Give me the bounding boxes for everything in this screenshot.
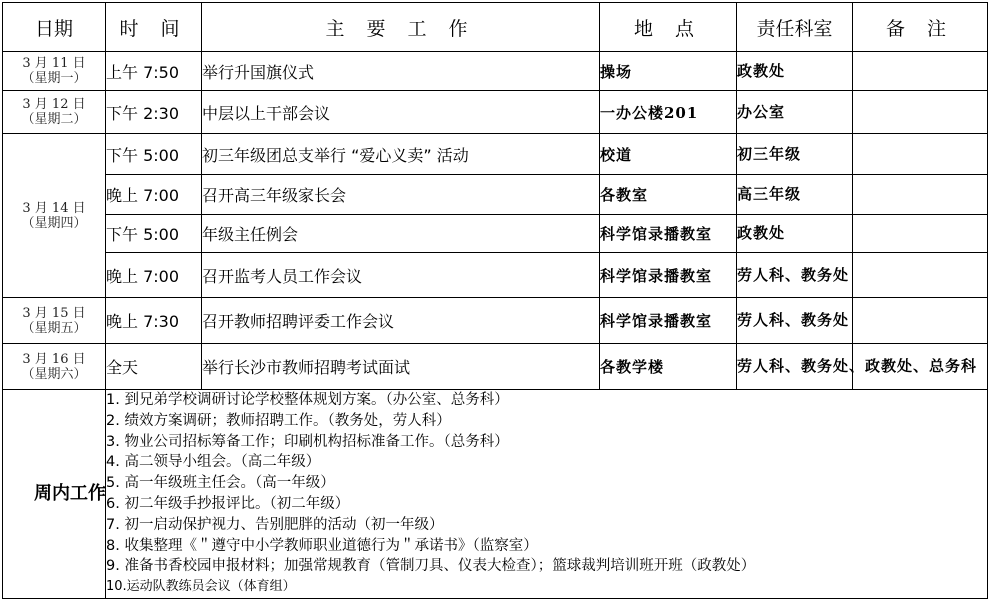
header-date: 日期 [3,3,106,52]
task-cell: 初三年级团总支举行 “爱心义卖” 活动 [202,134,600,175]
task-cell: 召开高三年级家长会 [202,175,600,215]
header-time: 时 间 [106,3,202,52]
dept-cell: 劳人科、教务处 [737,298,853,344]
dept-cell: 初三年级 [737,134,853,175]
date-text: 3 月 15 日 [22,305,86,321]
place-cell: 一办公楼201 [600,91,737,134]
header-note: 备 注 [853,3,988,52]
time-cell: 上午 7:50 [106,52,202,91]
date-cell [3,298,106,344]
list-item: 6. 初二年级手抄报评比。（初二年级） [106,495,350,512]
place-cell: 各教室 [600,175,737,215]
task-cell: 年级主任例会 [202,215,600,253]
task-cell: 中层以上干部会议 [202,91,600,134]
header-main-work: 主 要 工 作 [202,3,600,52]
list-item: 3. 物业公司招标筹备工作；印刷机构招标准备工作。（总务科） [106,433,509,450]
header-row [3,3,988,52]
time-cell: 晚上 7:00 [106,253,202,298]
table-row [3,52,988,91]
list-item: 1. 到兄弟学校调研讨论学校整体规划方案。（办公室、总务科） [106,392,509,408]
dept-cell: 政教处 [737,52,853,91]
table-row [3,215,988,253]
note-cell [853,52,988,91]
list-item: 9. 准备书香校园申报材料；加强常规教育（管制刀具、仪表大检查）；篮球裁判培训班开班（政教处） [106,558,756,575]
table-row [3,175,988,215]
weekday-text: （星期四） [21,215,87,231]
list-item: 2. 绩效方案调研；教师招聘工作。（教务处，劳人科） [106,412,451,429]
weekday-text: （星期一） [21,71,87,86]
note-cell [853,215,988,253]
time-cell: 晚上 7:00 [106,175,202,215]
list-item: 5. 高一年级班主任会。（高一年级） [106,475,335,492]
dept-cell: 政教处 [737,215,853,253]
place-cell: 各教学楼 [600,344,737,390]
place-cell: 操场 [600,52,737,91]
list-item: 8. 收集整理《＂遵守中小学教师职业道德行为＂承诺书》（监察室） [106,537,538,554]
table-row [3,91,988,134]
table-row [3,298,988,344]
place-cell: 科学馆录播教室 [600,215,737,253]
time-cell: 下午 2:30 [106,91,202,134]
date-text: 3 月 16 日 [22,351,86,367]
task-cell: 召开教师招聘评委工作会议 [202,298,600,344]
note-cell [853,175,988,215]
list-item: 10.运动队教练员会议（体育组） [106,579,296,595]
note-cell [853,134,988,175]
place-cell: 科学馆录播教室 [600,253,737,298]
list-item: 7. 初一启动保护视力、告别肥胖的活动（初一年级） [106,516,444,533]
dept-cell: 办公室 [737,91,853,134]
task-cell: 举行长沙市教师招聘考试面试 [202,344,600,390]
note-cell [853,91,988,134]
header-department: 责任科室 [737,3,853,52]
weekday-text: （星期六） [21,366,87,382]
date-text: 3 月 12 日 [22,97,86,112]
header-place: 地 点 [600,3,737,52]
dept-cell: 高三年级 [737,175,853,215]
week-work-row [3,390,988,599]
schedule-table [2,2,988,599]
date-cell [3,344,106,390]
place-cell: 校道 [600,134,737,175]
note-cell [853,298,988,344]
weekday-text: （星期二） [21,112,87,127]
date-text: 3 月 14 日 [22,200,86,216]
task-cell: 召开监考人员工作会议 [202,253,600,298]
week-work-title: 周内工作 [3,390,106,599]
week-work-list [106,390,988,599]
weekday-text: （星期五） [21,320,87,336]
time-cell: 全天 [106,344,202,390]
task-cell: 举行升国旗仪式 [202,52,600,91]
date-cell [3,134,106,298]
time-cell: 下午 5:00 [106,215,202,253]
date-cell [3,91,106,134]
dept-cell: 劳人科、教务处 [737,253,853,298]
table-row [3,253,988,298]
date-text: 3 月 11 日 [22,56,86,71]
time-cell: 晚上 7:30 [106,298,202,344]
table-row [3,134,988,175]
table-row [3,344,988,390]
time-cell: 下午 5:00 [106,134,202,175]
note-cell [853,253,988,298]
place-cell: 科学馆录播教室 [600,298,737,344]
dept-cell: 劳人科、教务处、政教处、总务科 [737,344,853,390]
date-cell [3,52,106,91]
list-item: 4. 高二领导小组会。（高二年级） [106,454,321,471]
